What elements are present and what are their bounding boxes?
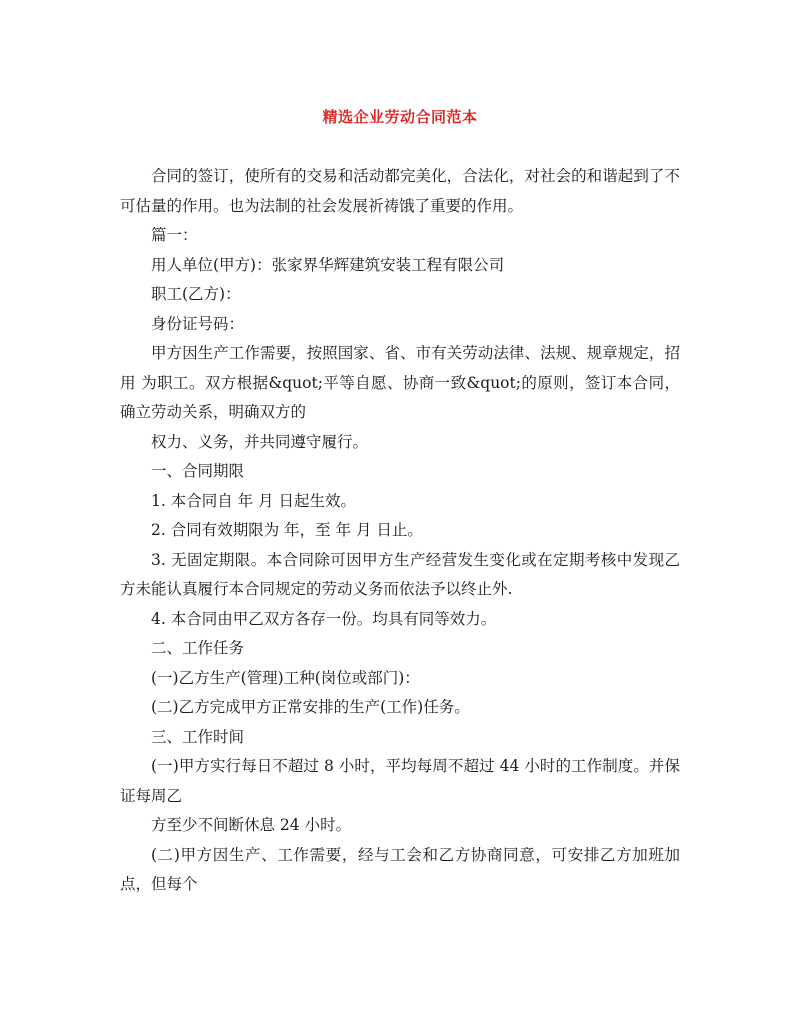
paragraph-id-number: 身份证号码：	[151, 314, 245, 333]
paragraph-term-4: 4. 本合同由甲乙双方各存一份。均具有同等效力。	[151, 609, 497, 628]
paragraph-preamble-cont: 权力、义务，并共同遵守履行。	[151, 432, 369, 451]
heading-work-tasks: 二、工作任务	[151, 639, 245, 657]
document-title: 精选企业劳动合同范本	[322, 108, 478, 126]
paragraph-hours-1: (一)甲方实行每日不超过 8 小时，平均每周不超过 44 小时的工作制度。并保证每周乙	[120, 757, 680, 805]
document-body	[120, 162, 680, 900]
paragraph-term-3: 3. 无固定期限。本合同除可因甲方生产经营发生变化或在定期考核中发现乙方未能认真履行本合同规定的劳动义务而依法予以终止外.	[120, 550, 680, 598]
paragraph-section-label: 篇一：	[151, 226, 198, 244]
paragraph-term-1: 1. 本合同自 年 月 日起生效。	[151, 491, 356, 510]
heading-work-hours: 三、工作时间	[151, 727, 245, 746]
paragraph-employee: 职工(乙方)：	[151, 285, 241, 303]
heading-contract-term: 一、合同期限	[151, 462, 245, 480]
paragraph-hours-1-cont: 方至少不间断休息 24 小时。	[151, 816, 352, 834]
paragraph-intro: 合同的签订，使所有的交易和活动都完美化，合法化，对社会的和谐起到了不可估量的作用。也为法制的社会发展祈祷饿了重要的作用。	[120, 167, 680, 215]
paragraph-employer: 用人单位(甲方)：张家界华辉建筑安装工程有限公司	[151, 255, 505, 274]
paragraph-task-1: (一)乙方生产(管理)工种(岗位或部门)：	[151, 668, 420, 687]
paragraph-hours-2: (二)甲方因生产、工作需要，经与工会和乙方协商同意，可安排乙方加班加点，但每个	[120, 845, 680, 893]
paragraph-preamble: 甲方因生产工作需要，按照国家、省、市有关劳动法律、法规、规章规定，招用 为职工。双方根据&quot;平等自愿、协商一致&quot;的原则，签订本合同，确立劳动关系，明确双方的	[120, 344, 680, 421]
paragraph-term-2: 2. 合同有效期限为 年，至 年 月 日止。	[151, 521, 423, 539]
paragraph-task-2: (二)乙方完成甲方正常安排的生产(工作)任务。	[151, 698, 470, 716]
